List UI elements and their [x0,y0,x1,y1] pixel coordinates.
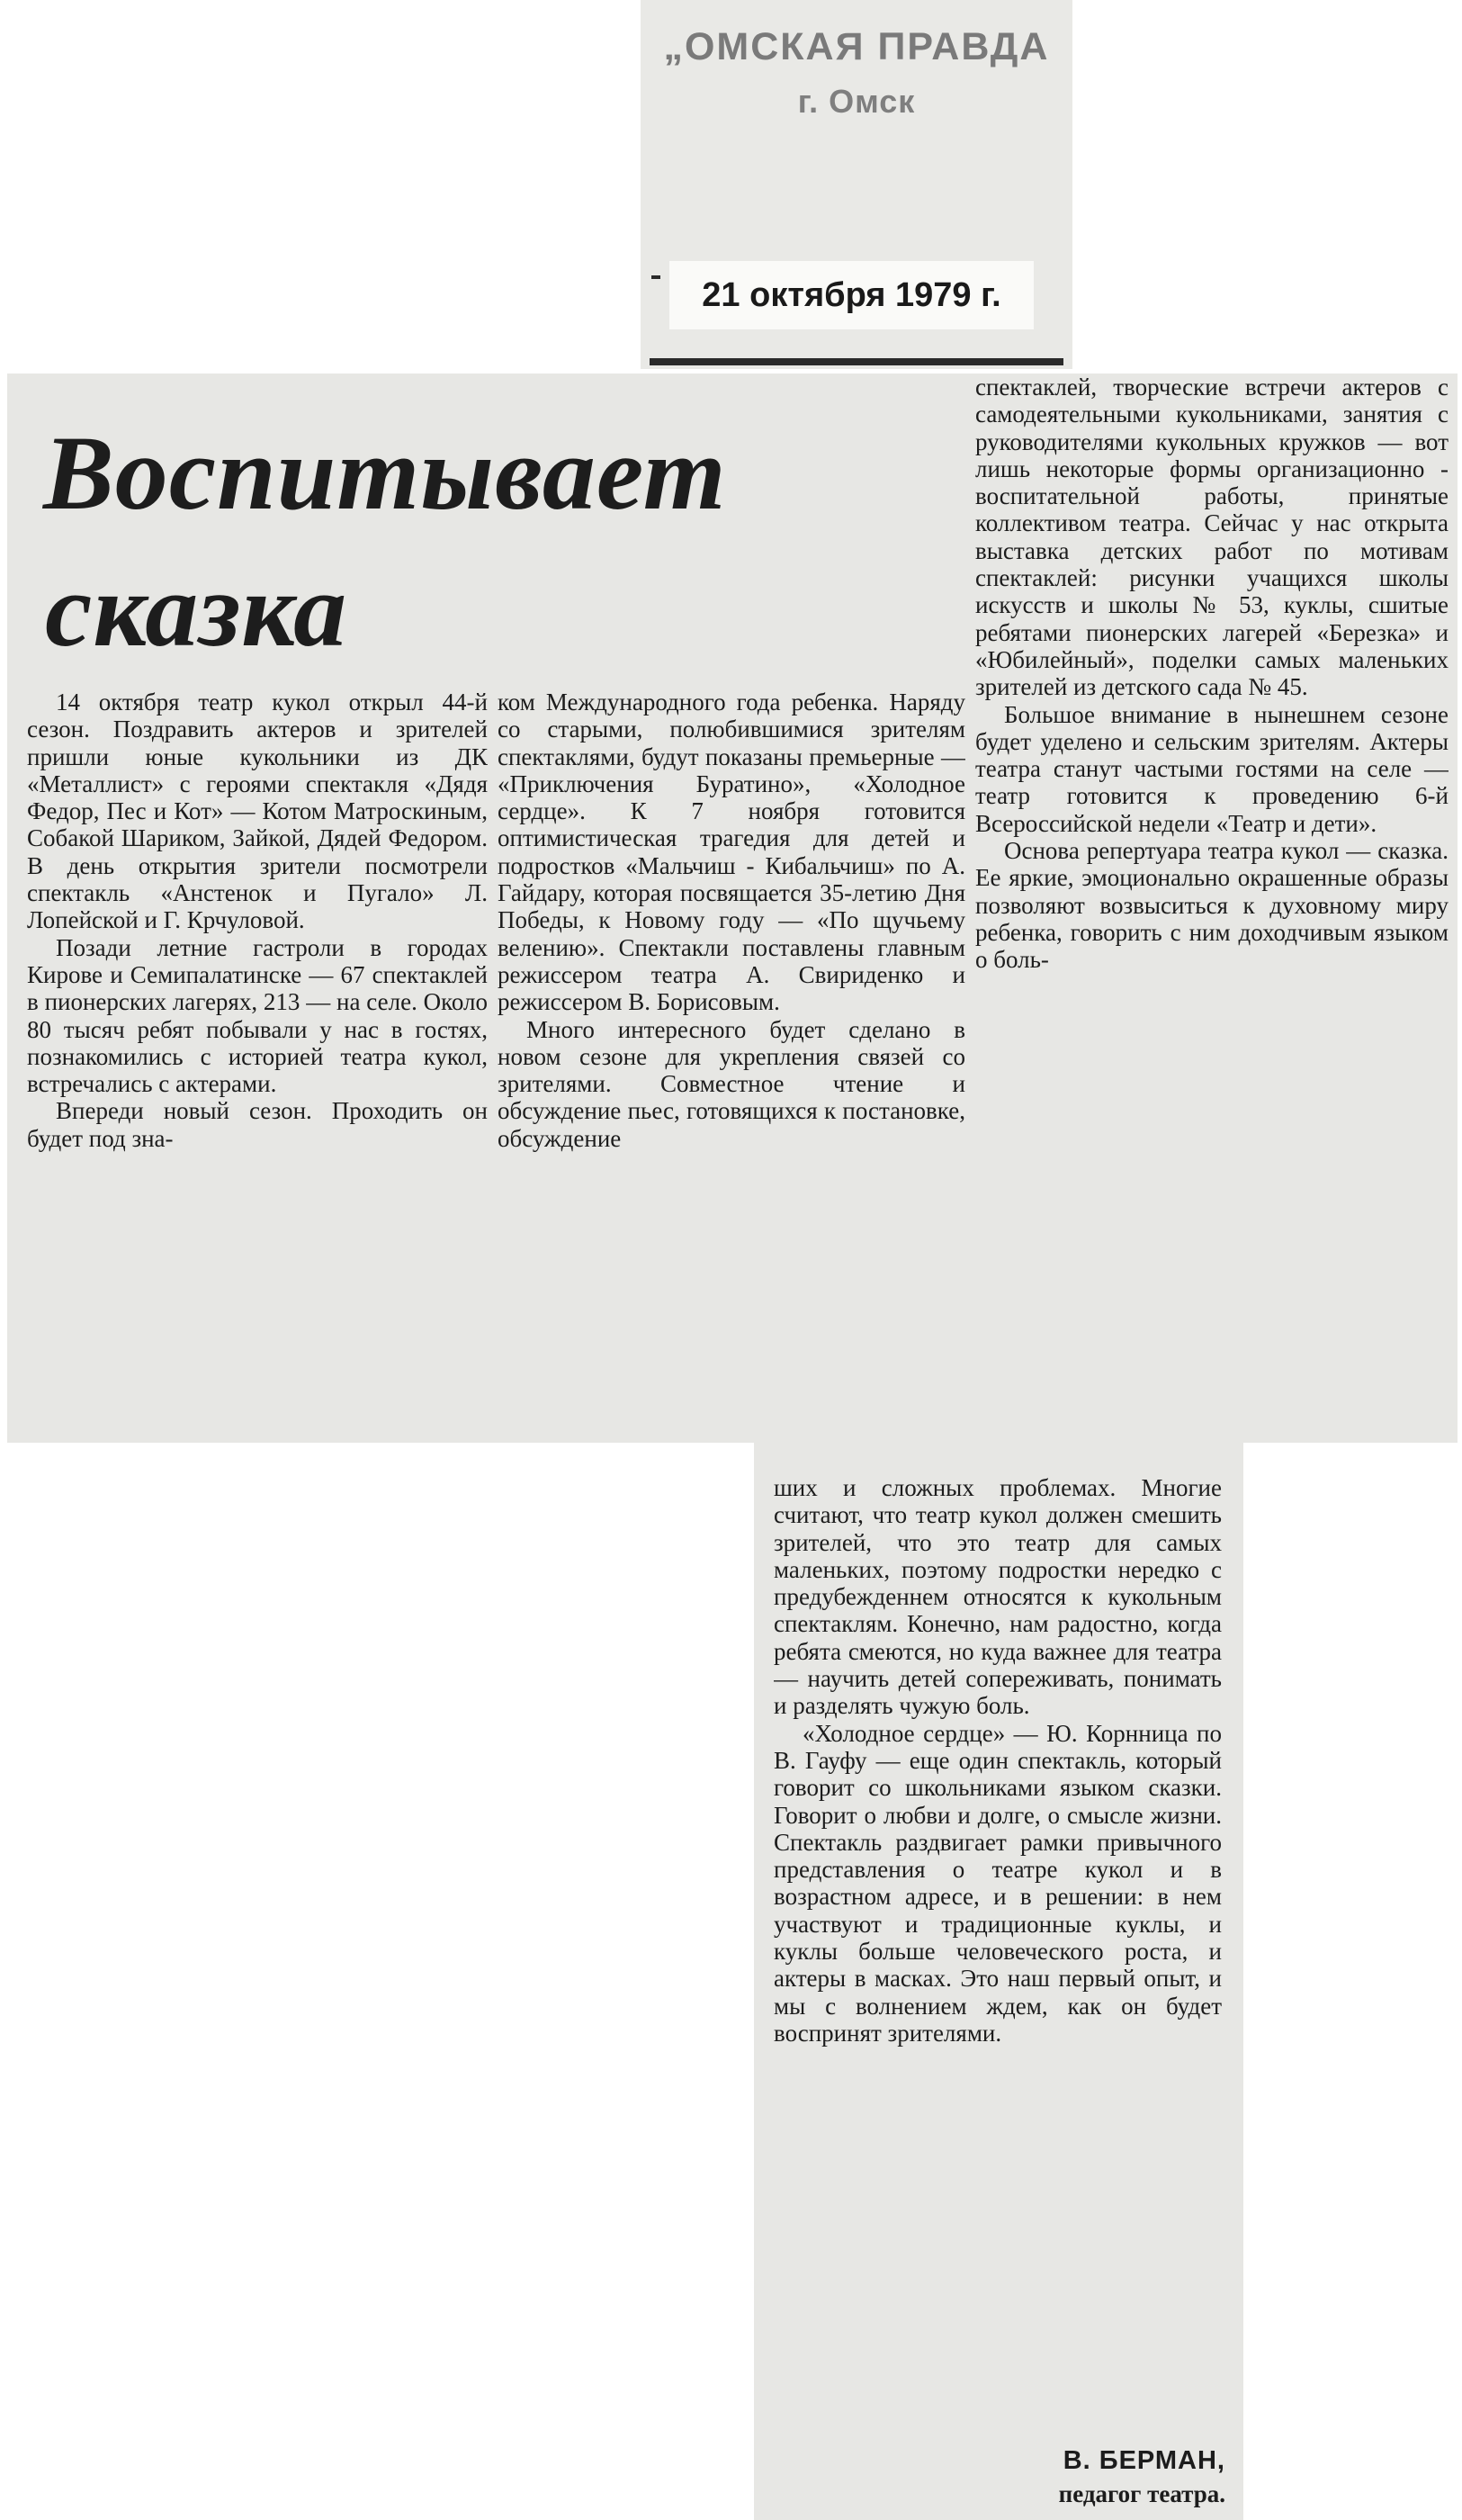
paragraph: ком Международного года ребенка. Наряду со старыми, полюбившимися зрителям спектаклями, будут показаны премьерные — «Приключения Буратино», «Холодное сердце». К 7 ноября готовится оптимистическая трагедия для детей и подростков «Мальчиш - Кибальчиш» по А. Гайдару, которая посвящается 35-летию Дня Победы, к Новому году — «По щучьему велению». Спектакли поставлены главным режиссером театра А. Свириденко и режиссером В. Борисовым. [498,688,965,1016]
headline-line-2: сказка [45,551,348,669]
author-role: педагог театра. [1058,2480,1225,2507]
paragraph: Впереди новый сезон. Проходить он будет под зна- [27,1097,488,1152]
newspaper-city: г. Омск [797,83,916,120]
masthead-rule [650,358,1063,365]
paragraph: «Холодное сердце» — Ю. Корнница по В. Гауфу — еще один спектакль, который говорит со школьниками языком сказки. Говорит о любви и долге, о смысле жизни. Спектакль раздвигает рамки привычного представления о театре кукол и в возрастном адресе, и в решении: в нем участвуют и традиционные куклы, и куклы больше человеческого роста, и актеры в масках. Это наш первый опыт, и мы с волнением ждем, как он будет воспринят зрителями. [774,1719,1222,2047]
article-clipping [7,374,1458,1443]
publication-date: 21 октября 1979 г. [669,261,1034,329]
paragraph: Позади летние гастроли в городах Кирове и Семипалатинске — 67 спектаклей в пионерских лагерях, 213 — на селе. Около 80 тысяч ребят побывали у нас в гостях, познакомились с историей театра кукол, встречались с актерами. [27,933,488,1098]
newspaper-name: „ОМСКАЯ ПРАВДА [663,25,1050,68]
paragraph: 14 октября театр кукол открыл 44-й сезон. Поздравить актеров и зрителей пришли юные кукольники из ДК «Металлист» с героями спектакля «Дядя Федор, Пес и Кот» — Котом Матроскиным, Собакой Шариком, Зайкой, Дядей Федором. В день открытия зрители посмотрели спектакль «Анстенок и Пугало» Л. Лопейской и Г. Крчуловой. [27,688,488,934]
paragraph: Основа репертуара театра кукол — сказка. Ее яркие, эмоционально окрашенные образы позволяют возвыситься к духовному миру ребенка, говорить с ним доходчивым языком о боль- [975,837,1449,974]
masthead-clipping [641,0,1072,369]
article-column-4 [774,1474,1222,2446]
article-column-3 [975,374,1449,1443]
headline-line-1: Воспитывает [43,414,727,532]
paragraph: Большое внимание в нынешнем сезоне будет уделено и сельским зрителям. Актеры театра станут частыми гостями на селе — театр готовится к проведению 6-й Всероссийской недели «Театр и дети». [975,700,1449,837]
author-name: В. БЕРМАН, [1063,2446,1225,2475]
masthead-tick [651,275,660,279]
paragraph: ших и сложных проблемах. Многие считают, что театр кукол должен смешить зрителей, что это театр для самых маленьких, поэтому подростки нередко с предубежденнем относятся к кукольным спектаклям. Конечно, нам радостно, когда ребята смеются, но куда важнее для театра — научить детей сопереживать, понимать и разделять чужую боль. [774,1474,1222,1720]
continuation-clipping [754,1438,1243,2520]
paragraph: спектаклей, творческие встречи актеров с самодеятельными кукольниками, занятия с руководителями кукольных кружков — вот лишь некоторые формы организационно - воспитательной работы, принятые коллективом театра. Сейчас у нас открыта выставка детских работ по мотивам спектаклей: рисунки учащихся школы искусств и школы № 53, куклы, сшитые ребятами пионерских лагерей «Березка» и «Юбилейный», поделки самых маленьких зрителей из детского сада № 45. [975,374,1449,701]
article-column-1 [27,688,488,1443]
article-column-2 [498,688,965,1443]
paragraph: Много интересного будет сделано в новом сезоне для укрепления связей со зрителями. Совместное чтение и обсуждение пьес, готовящихся к постановке, обсуждение [498,1015,965,1152]
